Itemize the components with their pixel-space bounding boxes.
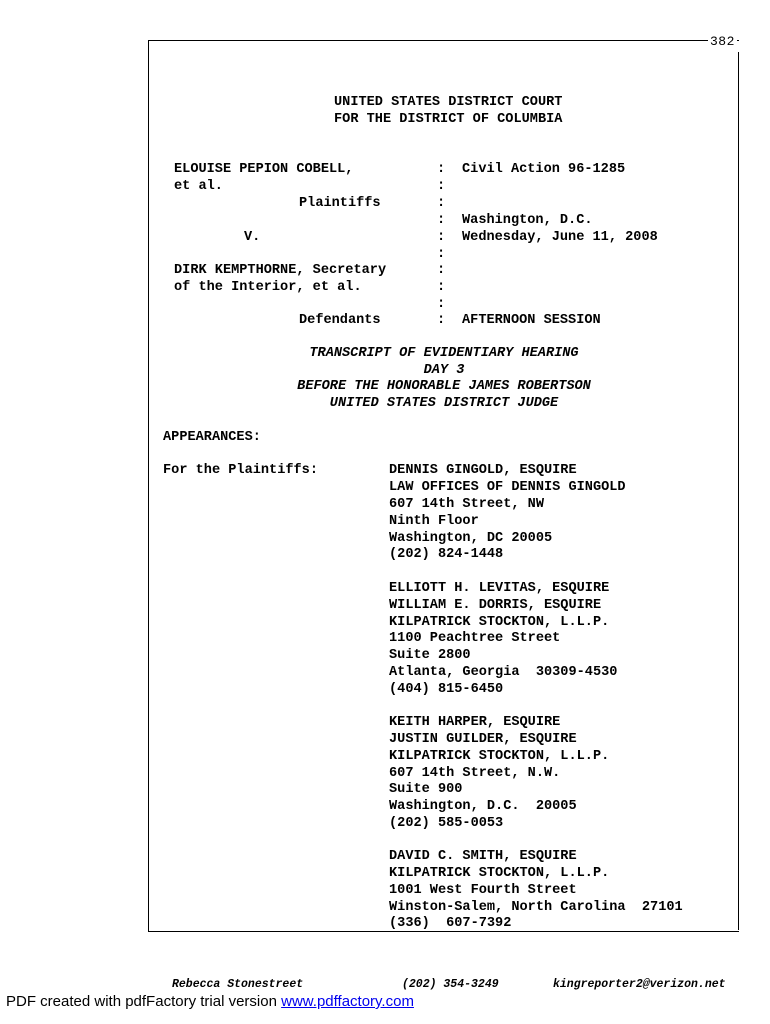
footer-phone: (202) 354-3249 [402,978,499,991]
counsel-line: 607 14th Street, NW [389,497,544,512]
counsel-line: Atlanta, Georgia 30309-4530 [389,665,618,680]
counsel-line: Washington, DC 20005 [389,531,553,546]
counsel-line: ELLIOTT H. LEVITAS, ESQUIRE [389,581,610,596]
caption-left-2: Plaintiffs [299,196,381,211]
caption-date: Wednesday, June 11, 2008 [462,230,658,245]
counsel-line: Ninth Floor [389,514,479,529]
counsel-line: JUSTIN GUILDER, ESQUIRE [389,732,577,747]
caption-colon-3: : [437,213,446,228]
counsel-line: WILLIAM E. DORRIS, ESQUIRE [389,598,602,613]
counsel-line: DENNIS GINGOLD, ESQUIRE [389,463,577,478]
caption-left-0: ELOUISE PEPION COBELL, [174,162,354,177]
appearances-heading: APPEARANCES: [163,430,261,445]
caption-colon-9: : [437,313,446,328]
page-number: 382 [710,34,735,49]
caption-colon-6: : [437,263,446,278]
counsel-line: (336) 607-7392 [389,916,512,931]
counsel-line: KILPATRICK STOCKTON, L.L.P. [389,615,610,630]
counsel-line: Winston-Salem, North Carolina 27101 [389,900,683,915]
footer-email: kingreporter2@verizon.net [553,978,726,991]
counsel-line: Suite 900 [389,782,463,797]
counsel-line: (404) 815-6450 [389,682,504,697]
counsel-line: LAW OFFICES OF DENNIS GINGOLD [389,480,626,495]
caption-colon-8: : [437,297,446,312]
counsel-line: (202) 585-0053 [389,816,504,831]
transcript-judge-title: UNITED STATES DISTRICT JUDGE [329,396,559,411]
transcript-title: TRANSCRIPT OF EVIDENTIARY HEARING [309,346,579,361]
footer-reporter: Rebecca Stonestreet [172,978,304,991]
caption-colon-2: : [437,196,446,211]
counsel-line: 1100 Peachtree Street [389,631,561,646]
caption-colon-7: : [437,280,446,295]
page-frame-right-edge [738,52,739,930]
court-district: FOR THE DISTRICT OF COLUMBIA [334,112,563,127]
counsel-line: 607 14th Street, N.W. [389,766,561,781]
transcript-day: DAY 3 [423,363,465,378]
caption-colon-0: : [437,162,446,177]
caption-left-9: Defendants [299,313,381,328]
counsel-line: (202) 824-1448 [389,547,504,562]
caption-colon-4: : [437,230,446,245]
caption-left-6: DIRK KEMPTHORNE, Secretary [174,263,387,278]
court-name: UNITED STATES DISTRICT COURT [334,95,563,110]
caption-colon-1: : [437,179,446,194]
counsel-line: KEITH HARPER, ESQUIRE [389,715,561,730]
caption-location: Washington, D.C. [462,213,593,228]
pdf-notice [6,993,414,1010]
caption-session: AFTERNOON SESSION [462,313,601,328]
pdffactory-link[interactable]: www.pdffactory.com [281,993,414,1010]
caption-civil-action: Civil Action 96-1285 [462,162,626,177]
caption-left-4: V. [244,230,261,245]
counsel-line: KILPATRICK STOCKTON, L.L.P. [389,749,610,764]
pdf-notice-text: PDF created with pdfFactory trial version [6,993,282,1010]
counsel-line: Suite 2800 [389,648,471,663]
caption-left-1: et al. [174,179,223,194]
transcript-judge-line: BEFORE THE HONORABLE JAMES ROBERTSON [297,379,591,394]
caption-colon-5: : [437,247,446,262]
counsel-line: KILPATRICK STOCKTON, L.L.P. [389,866,610,881]
counsel-line: 1001 West Fourth Street [389,883,577,898]
counsel-line: Washington, D.C. 20005 [389,799,577,814]
caption-left-7: of the Interior, et al. [174,280,362,295]
plaintiffs-label: For the Plaintiffs: [163,463,318,478]
counsel-line: DAVID C. SMITH, ESQUIRE [389,849,577,864]
